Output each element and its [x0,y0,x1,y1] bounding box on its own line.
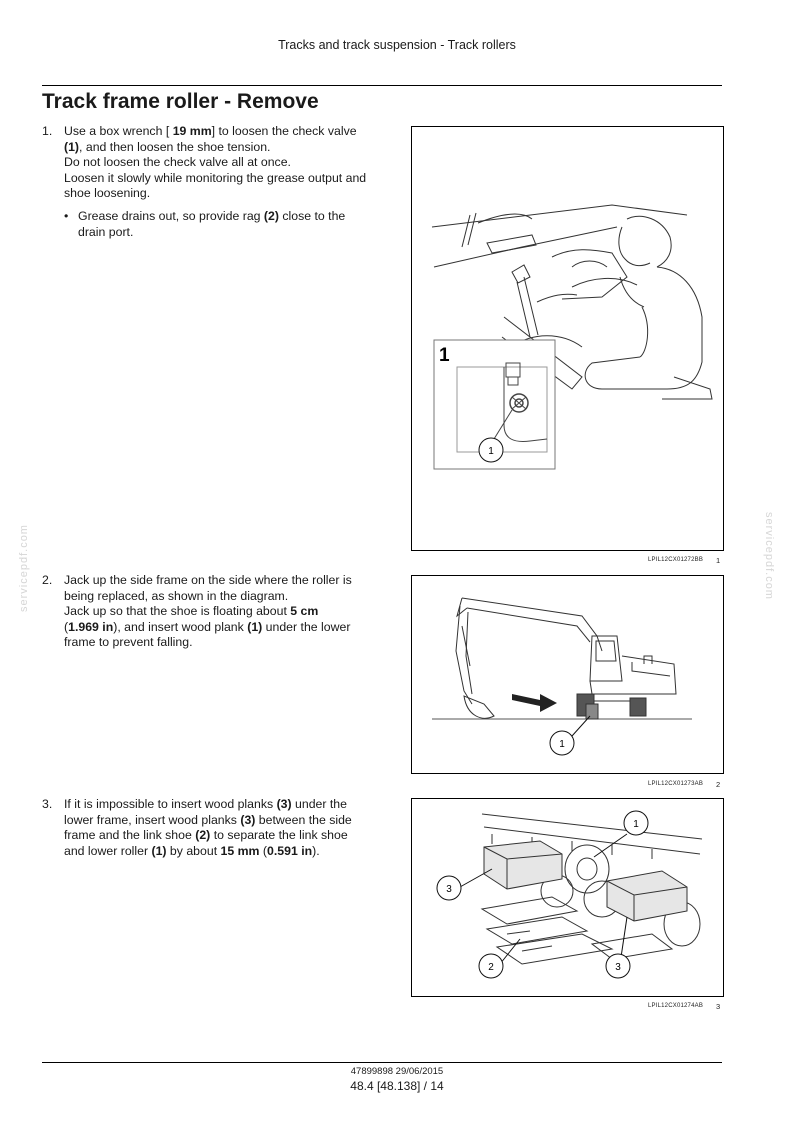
text-line: (1.969 in), and insert wood plank (1) under the lower [64,619,351,634]
text-line: frame to prevent falling. [64,635,193,649]
figure-3-illustration [412,799,723,996]
figure-1-code: LPIL12CX01272BB [648,557,704,563]
wood-plank [586,704,598,719]
figure-3-number: 3 [716,1002,721,1011]
text-line: shoe loosening. [64,186,151,200]
text-line: drain port. [78,224,134,239]
text-line: and lower roller (1) by about 15 mm (0.591 in). [64,843,320,858]
figure-3-code: LPIL12CX01274AB [648,1003,704,1009]
text-line: Jack up so that the shoe is floating about 5 cm [64,604,319,618]
watermark-left: servicepdf.com [18,524,30,612]
step-number: 1. [42,124,53,138]
header-rule [42,85,722,86]
text-line: If it is impossible to insert wood planks (3) under the [64,797,347,811]
figure-3 [411,798,724,997]
inset-label: 1 [439,345,450,366]
figure-1-number: 1 [716,556,721,565]
step-3 [42,797,382,859]
watermark-right: servicepdf.com [763,512,775,600]
text-line: Use a box wrench [ 19 mm] to loosen the check valve [64,124,357,138]
figure-1 [411,126,724,551]
callout-label: 1 [633,819,639,830]
text-line: Loosen it slowly while monitoring the grease output and [64,170,367,185]
text-line: (1), and then loosen the shoe tension. [64,139,271,154]
figure-2-illustration [412,576,723,773]
callout-label: 1 [559,739,565,750]
figure-2 [411,575,724,774]
step-1-bullet [64,209,382,240]
footer-page-number: 48.4 [48.138] / 14 [350,1079,444,1093]
step-number: 3. [42,797,53,811]
figure-1-illustration [412,127,723,550]
text-line: Do not loosen the check valve all at once. [64,155,291,169]
callout-label: 3 [615,962,621,973]
text-line: being replaced, as shown in the diagram. [64,588,289,603]
arrow-icon [512,694,557,712]
text-line: frame and the link shoe (2) to separate the link shoe [64,828,348,842]
step-2 [42,573,382,651]
figure-2-code: LPIL12CX01273AB [648,781,704,787]
text-line: lower frame, insert wood planks (3) between the side [64,812,352,827]
figure-2-number: 2 [716,780,721,789]
text-line: Jack up the side frame on the side where the roller is [64,573,352,587]
callout-label: 1 [488,446,494,457]
callout-label: 3 [446,884,452,895]
section-title: Track frame roller - Remove [42,90,319,113]
page-header: Tracks and track suspension - Track rollers [278,38,516,52]
callout-label: 2 [488,962,494,973]
step-number: 2. [42,573,53,587]
bullet-symbol: • [64,209,69,223]
footer-doc-ref: 47899898 29/06/2015 [350,1066,444,1077]
text-line: Grease drains out, so provide rag (2) close to the [78,209,346,223]
step-1 [42,124,382,202]
footer-rule [42,1062,722,1063]
